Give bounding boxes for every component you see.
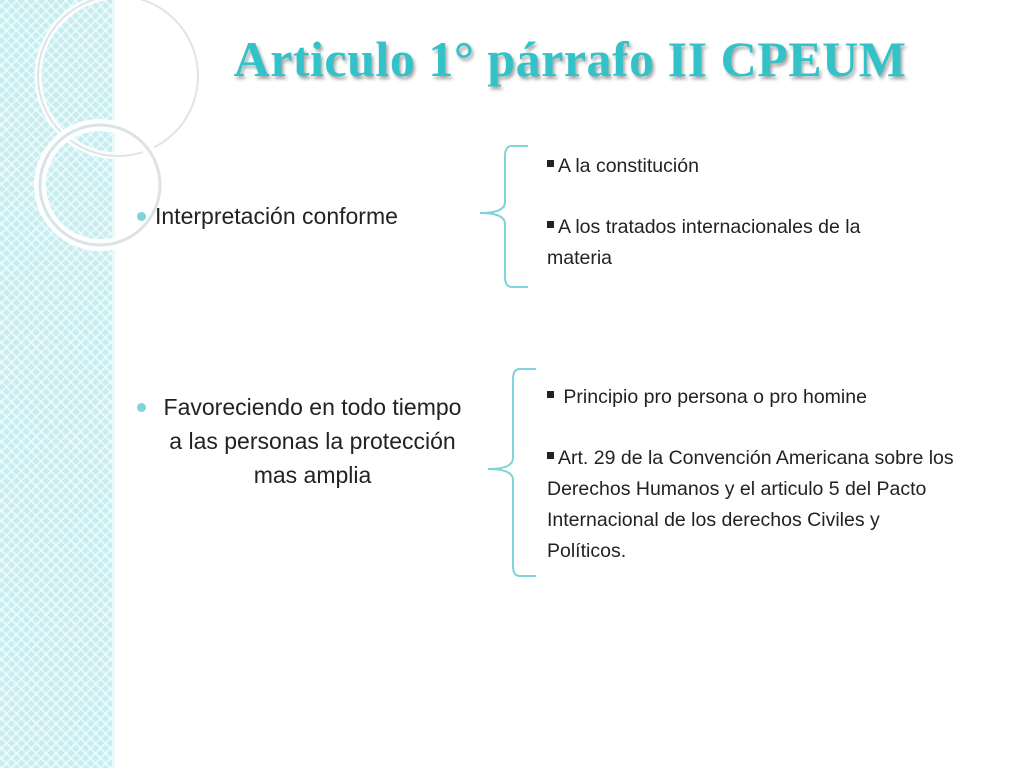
bracket-left-brace (488, 369, 536, 576)
bullet-interpretacion-conforme: Interpretación conforme (155, 203, 398, 229)
square-bullet-icon (547, 221, 554, 228)
decorative-ring-inner-edge (40, 125, 160, 245)
detail-item-text: Art. 29 de la Convención Americana sobre los Derechos Humanos y el articulo 5 del Pacto Internacional de los derechos Civiles y Políticos. (547, 447, 954, 562)
bullet-dot (137, 212, 146, 221)
detail-item-text: A los tratados internacionales de la materia (547, 216, 861, 269)
detail-item (547, 151, 927, 182)
detail-item (547, 443, 957, 567)
detail-list-favoreciendo (547, 382, 957, 567)
bracket-left-brace (480, 146, 528, 287)
detail-list-interpretacion (547, 151, 927, 274)
detail-item-text: Principio pro persona o pro homine (558, 386, 867, 408)
bullet-favoreciendo: Favoreciendo en todo tiempo a las personas la protección mas amplia (163, 394, 462, 488)
detail-item (547, 212, 927, 274)
detail-item (547, 382, 957, 413)
square-bullet-icon (547, 391, 554, 398)
detail-item-text: A la constitución (558, 155, 699, 177)
slide-title: Articulo 1° párrafo II CPEUM (233, 31, 907, 87)
square-bullet-icon (547, 452, 554, 459)
bullet-dot (137, 403, 146, 412)
square-bullet-icon (547, 160, 554, 167)
